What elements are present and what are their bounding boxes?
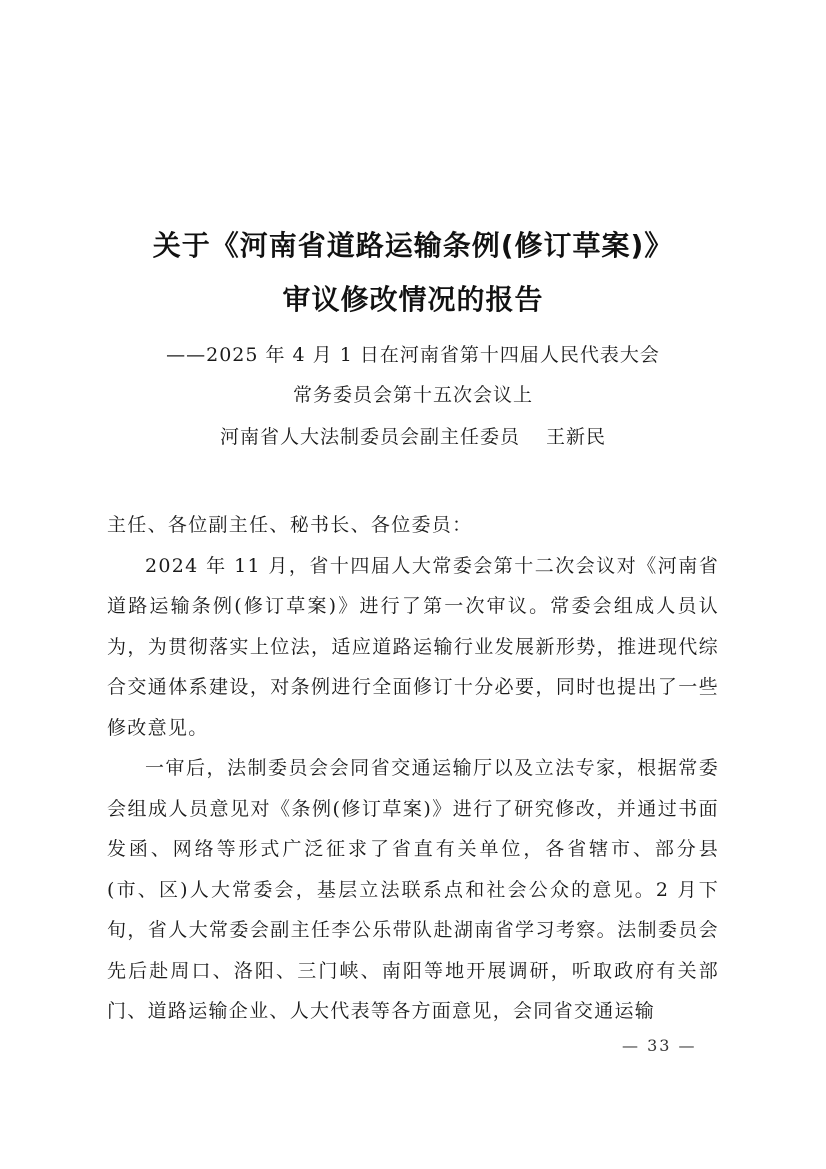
report-title-line-2: 审议修改情况的报告 <box>282 283 544 316</box>
meeting-subtitle-line-1: ——2025 年 4 月 1 日在河南省第十四届人民代表大会 <box>166 344 660 366</box>
meeting-subtitle-line-2: 常务委员会第十五次会议上 <box>292 384 533 406</box>
speaker-line <box>0 422 826 449</box>
body-paragraph-1: 2024 年 11 月，省十四届人大常委会第十二次会议对《河南省道路运输条例(修订草案)》进行了第一次审议。常委会组成人员认为，为贯彻落实上位法，适应道路运输行业发展新形势，推进现代综合交通体系建设，对条例进行全面修订十分必要，同时也提出了一些修改意见。 <box>107 554 719 739</box>
page-number: — 33 — <box>622 1036 697 1055</box>
report-title-line-1: 关于《河南省道路运输条例(修订草案)》 <box>152 229 674 262</box>
speaker-organization: 河南省人大法制委员会副主任委员 <box>219 426 520 448</box>
speaker-name: 王新民 <box>546 426 607 448</box>
body-paragraph-2: 一审后，法制委员会会同省交通运输厅以及立法专家，根据常委会组成人员意见对《条例(修订草案)》进行了研究修改，并通过书面发函、网络等形式广泛征求了省直有关单位，各省辖市、部分县(市、区)人大常委会，基层立法联系点和社会公众的意见。2 月下旬，省人大常委会副主任李公乐带队赴湖南省学习考察。法制委员会先后赴周口、洛阳、三门峡、南阳等地开展调研，听取政府有关部门、道路运输企业、人大代表等各方面意见，会同省交通运输 <box>107 757 719 1022</box>
report-body <box>107 505 719 1032</box>
salutation: 主任、各位副主任、秘书长、各位委员： <box>107 514 473 536</box>
